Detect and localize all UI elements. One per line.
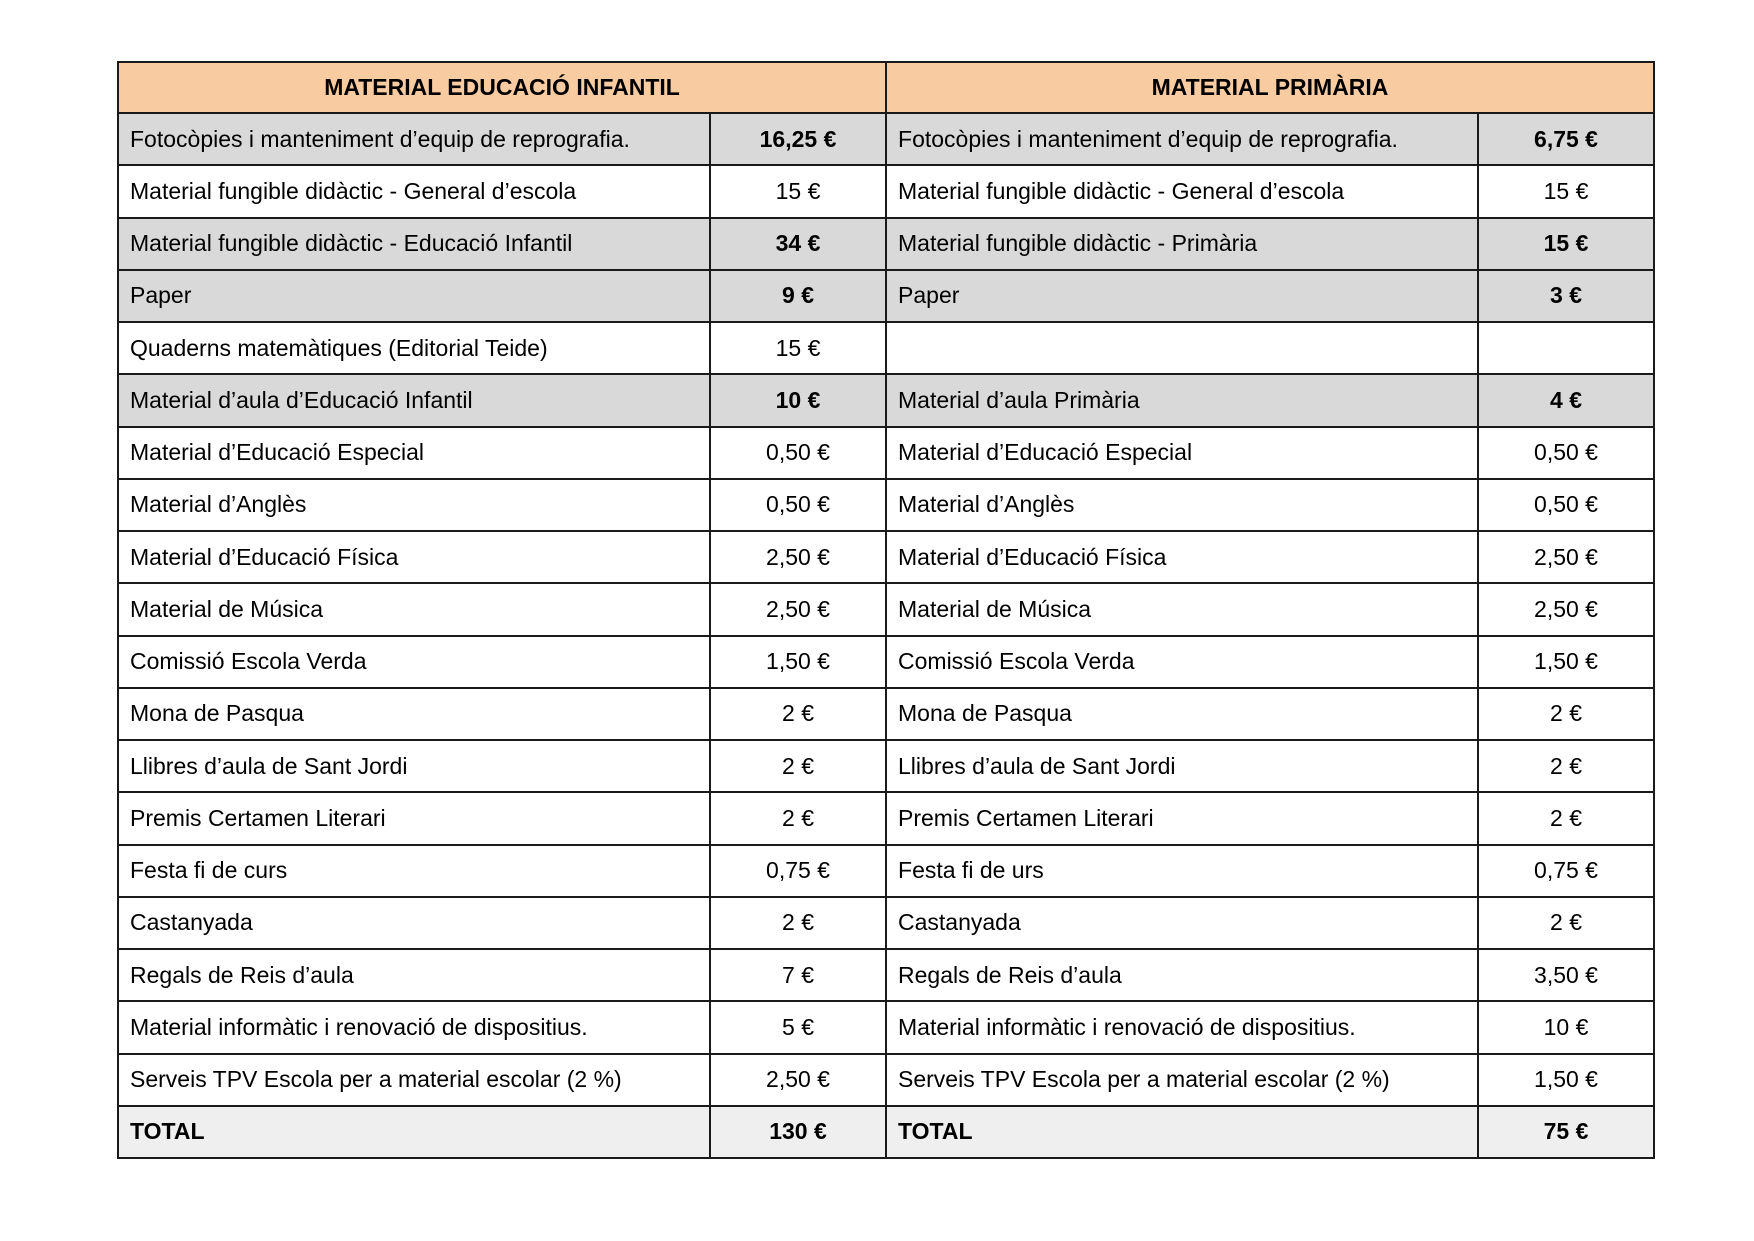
primaria-item-label: Comissió Escola Verda <box>886 636 1478 688</box>
infantil-item-value: 0,75 € <box>710 845 886 897</box>
primaria-item-value: 10 € <box>1478 1001 1654 1053</box>
infantil-item-label: Castanyada <box>118 897 710 949</box>
infantil-item-value: 7 € <box>710 949 886 1001</box>
table-row <box>118 897 1654 949</box>
table-row <box>118 113 1654 165</box>
primaria-item-value: 0,75 € <box>1478 845 1654 897</box>
primaria-item-value: 3 € <box>1478 270 1654 322</box>
material-costs-table <box>117 61 1655 1159</box>
primaria-total-value: 75 € <box>1478 1106 1654 1158</box>
infantil-item-label: Material fungible didàctic - Educació Infantil <box>118 218 710 270</box>
primaria-item-label: Mona de Pasqua <box>886 688 1478 740</box>
infantil-item-label: Llibres d’aula de Sant Jordi <box>118 740 710 792</box>
primaria-item-label: Festa fi de urs <box>886 845 1478 897</box>
table-row <box>118 583 1654 635</box>
primaria-item-value: 6,75 € <box>1478 113 1654 165</box>
primaria-item-value: 1,50 € <box>1478 1054 1654 1106</box>
table-row <box>118 740 1654 792</box>
infantil-item-label: Fotocòpies i manteniment d’equip de reprografia. <box>118 113 710 165</box>
primaria-item-label: Regals de Reis d’aula <box>886 949 1478 1001</box>
infantil-item-label: Material fungible didàctic - General d’escola <box>118 165 710 217</box>
table-row <box>118 322 1654 374</box>
primaria-item-label: Fotocòpies i manteniment d’equip de reprografia. <box>886 113 1478 165</box>
primaria-item-value: 0,50 € <box>1478 427 1654 479</box>
total-row <box>118 1106 1654 1158</box>
infantil-item-label: Regals de Reis d’aula <box>118 949 710 1001</box>
infantil-item-value: 2 € <box>710 897 886 949</box>
primaria-item-label: Material informàtic i renovació de dispositius. <box>886 1001 1478 1053</box>
primaria-item-value: 2 € <box>1478 792 1654 844</box>
infantil-item-label: Material de Música <box>118 583 710 635</box>
header-primaria: MATERIAL PRIMÀRIA <box>886 62 1654 113</box>
primaria-item-value: 2,50 € <box>1478 531 1654 583</box>
table-row <box>118 270 1654 322</box>
infantil-item-label: Premis Certamen Literari <box>118 792 710 844</box>
infantil-item-value: 2,50 € <box>710 531 886 583</box>
primaria-item-value: 15 € <box>1478 165 1654 217</box>
infantil-item-label: Material d’Anglès <box>118 479 710 531</box>
primaria-item-value: 3,50 € <box>1478 949 1654 1001</box>
primaria-item-label: Material d’Anglès <box>886 479 1478 531</box>
primaria-item-value: 2 € <box>1478 688 1654 740</box>
primaria-item-value: 0,50 € <box>1478 479 1654 531</box>
infantil-item-label: Material informàtic i renovació de dispositius. <box>118 1001 710 1053</box>
table-row <box>118 165 1654 217</box>
infantil-item-value: 2 € <box>710 688 886 740</box>
infantil-item-label: Quaderns matemàtiques (Editorial Teide) <box>118 322 710 374</box>
table-row <box>118 427 1654 479</box>
primaria-item-label: Material d’Educació Física <box>886 531 1478 583</box>
infantil-item-value: 2 € <box>710 740 886 792</box>
primaria-total-label: TOTAL <box>886 1106 1478 1158</box>
infantil-item-label: Paper <box>118 270 710 322</box>
table-row <box>118 479 1654 531</box>
infantil-item-value: 2,50 € <box>710 1054 886 1106</box>
infantil-item-label: Mona de Pasqua <box>118 688 710 740</box>
table-row <box>118 845 1654 897</box>
primaria-item-label: Material d’Educació Especial <box>886 427 1478 479</box>
table-row <box>118 1001 1654 1053</box>
infantil-item-value: 2 € <box>710 792 886 844</box>
infantil-item-label: Serveis TPV Escola per a material escolar (2 %) <box>118 1054 710 1106</box>
infantil-item-value: 15 € <box>710 165 886 217</box>
primaria-item-label: Castanyada <box>886 897 1478 949</box>
table-row <box>118 531 1654 583</box>
infantil-item-value: 1,50 € <box>710 636 886 688</box>
infantil-item-value: 15 € <box>710 322 886 374</box>
infantil-item-label: Festa fi de curs <box>118 845 710 897</box>
infantil-item-value: 9 € <box>710 270 886 322</box>
infantil-item-value: 34 € <box>710 218 886 270</box>
primaria-item-label: Material de Música <box>886 583 1478 635</box>
infantil-item-label: Material d’Educació Física <box>118 531 710 583</box>
table-row <box>118 1054 1654 1106</box>
primaria-item-value: 4 € <box>1478 374 1654 426</box>
primaria-item-label: Premis Certamen Literari <box>886 792 1478 844</box>
infantil-item-label: Comissió Escola Verda <box>118 636 710 688</box>
infantil-item-value: 2,50 € <box>710 583 886 635</box>
infantil-item-label: Material d’Educació Especial <box>118 427 710 479</box>
infantil-total-label: TOTAL <box>118 1106 710 1158</box>
infantil-item-value: 0,50 € <box>710 479 886 531</box>
header-infantil: MATERIAL EDUCACIÓ INFANTIL <box>118 62 886 113</box>
infantil-item-value: 5 € <box>710 1001 886 1053</box>
primaria-item-label: Material fungible didàctic - General d’escola <box>886 165 1478 217</box>
infantil-item-value: 10 € <box>710 374 886 426</box>
primaria-item-value: 1,50 € <box>1478 636 1654 688</box>
header-row <box>118 62 1654 113</box>
table-row <box>118 218 1654 270</box>
primaria-item-value: 2,50 € <box>1478 583 1654 635</box>
primaria-item-label: Material d’aula Primària <box>886 374 1478 426</box>
primaria-item-value: 15 € <box>1478 218 1654 270</box>
primaria-item-value-empty <box>1478 322 1654 374</box>
table-row <box>118 949 1654 1001</box>
infantil-total-value: 130 € <box>710 1106 886 1158</box>
table-row <box>118 374 1654 426</box>
primaria-item-label: Material fungible didàctic - Primària <box>886 218 1478 270</box>
table-row <box>118 688 1654 740</box>
primaria-item-value: 2 € <box>1478 740 1654 792</box>
primaria-item-label-empty <box>886 322 1478 374</box>
infantil-item-value: 16,25 € <box>710 113 886 165</box>
primaria-item-value: 2 € <box>1478 897 1654 949</box>
primaria-item-label: Paper <box>886 270 1478 322</box>
table-row <box>118 636 1654 688</box>
primaria-item-label: Llibres d’aula de Sant Jordi <box>886 740 1478 792</box>
table-row <box>118 792 1654 844</box>
infantil-item-label: Material d’aula d’Educació Infantil <box>118 374 710 426</box>
infantil-item-value: 0,50 € <box>710 427 886 479</box>
primaria-item-label: Serveis TPV Escola per a material escolar (2 %) <box>886 1054 1478 1106</box>
